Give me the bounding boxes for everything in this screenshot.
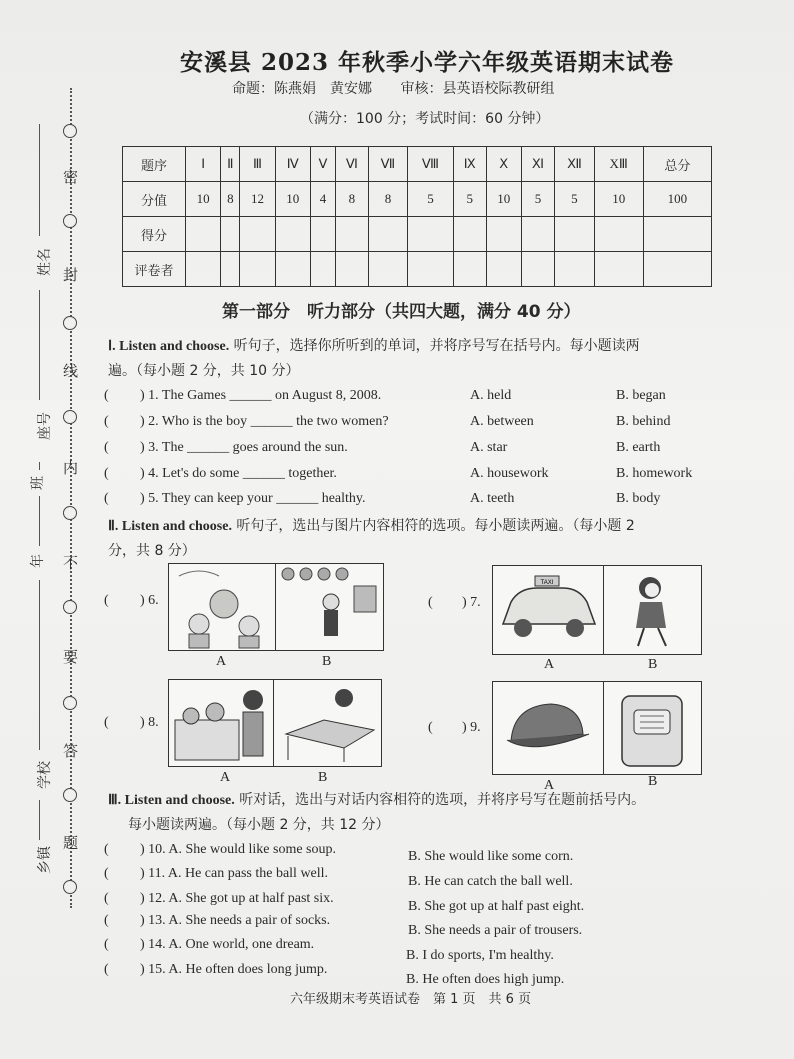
row-label: 题序 (123, 147, 186, 182)
seal-circle (63, 600, 77, 614)
option-label-b: B (322, 654, 332, 669)
picture-option-a[interactable] (169, 680, 274, 766)
question-stem: ) 2. Who is the boy ______ the two women? (140, 414, 389, 429)
empty-cell[interactable] (521, 217, 554, 252)
column-header: XⅢ (594, 147, 643, 182)
column-header: Ⅲ (240, 147, 275, 182)
answer-paren[interactable]: ( (428, 595, 433, 610)
empty-cell[interactable] (521, 252, 554, 287)
row-label: 分值 (123, 182, 186, 217)
column-header: Ⅳ (275, 147, 310, 182)
empty-cell[interactable] (275, 252, 310, 287)
seal-char: 内 (63, 459, 79, 477)
authors (232, 78, 578, 98)
picture-option-b[interactable] (604, 682, 700, 774)
option-b: B. began (616, 388, 666, 403)
empty-cell[interactable] (240, 252, 275, 287)
score-table-row (123, 182, 712, 217)
seal-circle (63, 506, 77, 520)
answer-paren[interactable]: ( (104, 466, 109, 481)
option-label-a: A (220, 770, 231, 785)
section-1-instruction-line1: 听句子，选择你所听到的单词，并将序号写在括号内。每小题读两 (233, 338, 640, 354)
score-value: 5 (555, 182, 595, 217)
option-label-b: B (648, 657, 658, 672)
town-line (39, 800, 40, 840)
column-header: Ⅱ (221, 147, 240, 182)
column-header: Ⅺ (521, 147, 554, 182)
score-time-info: （满分：100 分；考试时间：60 分钟） (300, 111, 550, 127)
picture-pair-q6 (168, 563, 384, 651)
school-line (39, 580, 40, 750)
option-a: A. teeth (470, 491, 515, 506)
section-1-instruction-line2: 遍。（每小题 2 分，共 10 分） (108, 363, 300, 379)
people-and-turkey-picture (169, 564, 275, 650)
dialogue-option-a: ) 10. A. She would like some soup. (140, 842, 336, 857)
section-3-heading: Ⅲ. Listen and choose. (108, 793, 235, 808)
score-table-row (123, 252, 712, 287)
option-a: A. held (470, 388, 512, 403)
picture-option-b[interactable] (274, 680, 380, 766)
seal-char: 线 (63, 362, 79, 380)
score-table-row (123, 147, 712, 182)
question-stem: ) 4. Let's do some ______ together. (140, 466, 337, 481)
answer-paren[interactable]: ( (104, 715, 109, 730)
score-value: 10 (486, 182, 521, 217)
taxi-sign-text: TAXI (540, 580, 554, 586)
empty-cell[interactable] (486, 217, 521, 252)
option-a: A. star (470, 440, 508, 455)
answer-paren[interactable]: ( (104, 440, 109, 455)
boy-lanterns-picture (276, 564, 382, 650)
score-value: 5 (453, 182, 486, 217)
picture-option-b[interactable] (276, 564, 382, 650)
answer-paren[interactable]: ( (104, 388, 109, 403)
empty-cell[interactable] (221, 252, 240, 287)
column-header: Ⅸ (453, 147, 486, 182)
exam-title: 安溪县 2023 年秋季小学六年级英语期末试卷 (180, 49, 675, 76)
taxi-picture (493, 566, 603, 654)
dialogue-option-a: ) 14. A. One world, one dream. (140, 937, 315, 952)
section-1-heading: Ⅰ. Listen and choose. (108, 339, 230, 354)
empty-cell[interactable] (240, 217, 275, 252)
score-value: 5 (408, 182, 454, 217)
page-footer: 六年级期末考英语试卷 第 1 页 共 6 页 (290, 992, 532, 1007)
column-header: Ⅷ (408, 147, 454, 182)
seal-char: 答 (63, 742, 79, 760)
option-b: B. body (616, 491, 661, 506)
question-stem: ) 5. They can keep your ______ healthy. (140, 491, 366, 506)
seal-circle (63, 124, 77, 138)
seal-circle (63, 696, 77, 710)
answer-paren[interactable]: ( (104, 962, 109, 977)
seal-char: 封 (63, 266, 79, 284)
score-table (122, 146, 712, 287)
option-label-a: A (544, 778, 555, 793)
option-b: B. behind (616, 414, 671, 429)
empty-cell[interactable] (368, 252, 407, 287)
empty-cell[interactable] (221, 217, 240, 252)
section-3-instruction (108, 788, 708, 837)
name-line (39, 124, 40, 236)
empty-cell[interactable] (310, 217, 335, 252)
cap-picture (493, 682, 603, 774)
option-b: B. earth (616, 440, 661, 455)
picture-pair-q8 (168, 679, 382, 767)
part-title: 第一部分 听力部分（共四大题，满分 40 分） (222, 302, 581, 322)
answer-paren[interactable]: ( (428, 720, 433, 735)
dialogue-option-b: B. He can catch the ball well. (408, 874, 573, 889)
picture-pair-q7 (492, 565, 702, 655)
empty-cell[interactable] (643, 217, 711, 252)
column-header: Ⅴ (310, 147, 335, 182)
empty-cell[interactable] (335, 217, 368, 252)
binding-margin (0, 0, 100, 1059)
picture-option-b[interactable] (604, 566, 700, 654)
dialogue-option-b: B. He often does high jump. (406, 972, 565, 987)
empty-cell[interactable] (555, 252, 595, 287)
option-label-a: A (544, 657, 555, 672)
column-header: Ⅶ (368, 147, 407, 182)
option-label-b: B (648, 774, 658, 789)
score-value: 10 (186, 182, 221, 217)
town-field-label: 乡镇 (37, 846, 53, 874)
empty-cell[interactable] (486, 252, 521, 287)
seat-field-label: 座号 (37, 412, 53, 440)
column-header: Ⅵ (335, 147, 368, 182)
dialogue-option-b: B. I do sports, I'm healthy. (406, 948, 554, 963)
seal-char: 题 (63, 834, 79, 852)
picture-option-a[interactable] (169, 564, 276, 650)
dialogue-option-b: B. She needs a pair of trousers. (408, 923, 583, 938)
section-3-instruction-line2: 每小题读两遍。（每小题 2 分，共 12 分） (128, 817, 390, 833)
score-value: 8 (221, 182, 240, 217)
question-stem: ) 3. The ______ goes around the sun. (140, 440, 348, 455)
question-stem: ) 1. The Games ______ on August 8, 2008. (140, 388, 382, 403)
column-header: Ⅹ (486, 147, 521, 182)
section-3-instruction-line1: 听对话，选出与对话内容相符的选项，并将序号写在题前括号内。 (239, 792, 646, 808)
question-number: ) 7. (462, 595, 481, 610)
answer-paren[interactable]: ( (104, 891, 109, 906)
seat-line (39, 290, 40, 400)
option-label-a: A (216, 654, 227, 669)
seal-dotted-line (70, 88, 72, 908)
girl-making-bed-picture (274, 680, 380, 766)
girl-toy-box-picture (169, 680, 273, 766)
empty-cell[interactable] (335, 252, 368, 287)
empty-cell[interactable] (408, 217, 454, 252)
empty-cell[interactable] (594, 217, 643, 252)
schoolbag-picture (604, 682, 700, 774)
picture-pair-q9 (492, 681, 702, 775)
setter: 命题：陈燕娟 黄安娜 (232, 81, 372, 97)
score-value: 10 (594, 182, 643, 217)
picture-option-a[interactable] (493, 566, 604, 654)
option-a: A. between (470, 414, 534, 429)
empty-cell[interactable] (453, 217, 486, 252)
name-field-label: 姓名 (37, 248, 53, 276)
answer-paren[interactable]: ( (104, 414, 109, 429)
score-table-row (123, 217, 712, 252)
answer-paren[interactable]: ( (104, 491, 109, 506)
grade-field-label: 年 (30, 554, 46, 568)
section-2-instruction-line1: 听句子，选出与图片内容相符的选项。每小题读两遍。（每小题 2 (236, 518, 635, 534)
dialogue-option-a: ) 11. A. He can pass the ball well. (140, 866, 329, 881)
question-number: ) 8. (140, 715, 159, 730)
dialogue-option-b: B. She would like some corn. (408, 849, 574, 864)
seal-char: 不 (63, 554, 79, 572)
score-value: 8 (368, 182, 407, 217)
answer-paren[interactable]: ( (104, 866, 109, 881)
empty-cell[interactable] (186, 252, 221, 287)
answer-paren[interactable]: ( (104, 913, 109, 928)
option-label-b: B (318, 770, 328, 785)
empty-cell[interactable] (555, 217, 595, 252)
section-2-heading: Ⅱ. Listen and choose. (108, 519, 232, 534)
seal-circle (63, 214, 77, 228)
column-header: 总分 (643, 147, 711, 182)
seal-circle (63, 880, 77, 894)
dialogue-option-b: B. She got up at half past eight. (408, 899, 585, 914)
score-value: 12 (240, 182, 275, 217)
class-field-label: 班 (30, 476, 46, 490)
question-number: ) 9. (462, 720, 481, 735)
section-1-instruction (108, 334, 708, 383)
option-a: A. housework (470, 466, 549, 481)
dialogue-option-a: ) 15. A. He often does long jump. (140, 962, 328, 977)
girl-walking-picture (604, 566, 700, 654)
empty-cell[interactable] (310, 252, 335, 287)
reviewer: 审核：县英语校际教研组 (400, 81, 555, 97)
score-value: 100 (643, 182, 711, 217)
row-label: 评卷者 (123, 252, 186, 287)
dialogue-option-a: ) 13. A. She needs a pair of socks. (140, 913, 331, 928)
empty-cell[interactable] (643, 252, 711, 287)
seal-char: 密 (63, 168, 79, 186)
answer-paren[interactable]: ( (104, 842, 109, 857)
grade-line (39, 496, 40, 546)
empty-cell[interactable] (408, 252, 454, 287)
empty-cell[interactable] (186, 217, 221, 252)
column-header: Ⅰ (186, 147, 221, 182)
section-2-instruction (108, 514, 708, 563)
seal-circle (63, 316, 77, 330)
class-line (39, 462, 40, 470)
seal-char: 要 (63, 648, 79, 666)
empty-cell[interactable] (275, 217, 310, 252)
question-number: ) 6. (140, 593, 159, 608)
section-2-instruction-line2: 分，共 8 分） (108, 543, 196, 559)
picture-option-a[interactable] (493, 682, 604, 774)
dialogue-option-a: ) 12. A. She got up at half past six. (140, 891, 334, 906)
school-field-label: 学校 (37, 761, 53, 789)
empty-cell[interactable] (453, 252, 486, 287)
empty-cell[interactable] (594, 252, 643, 287)
empty-cell[interactable] (368, 217, 407, 252)
seal-circle (63, 410, 77, 424)
score-value: 10 (275, 182, 310, 217)
answer-paren[interactable]: ( (104, 593, 109, 608)
answer-paren[interactable]: ( (104, 937, 109, 952)
score-value: 8 (335, 182, 368, 217)
option-b: B. homework (616, 466, 693, 481)
row-label: 得分 (123, 217, 186, 252)
score-value: 4 (310, 182, 335, 217)
column-header: Ⅻ (555, 147, 595, 182)
seal-circle (63, 788, 77, 802)
score-value: 5 (521, 182, 554, 217)
